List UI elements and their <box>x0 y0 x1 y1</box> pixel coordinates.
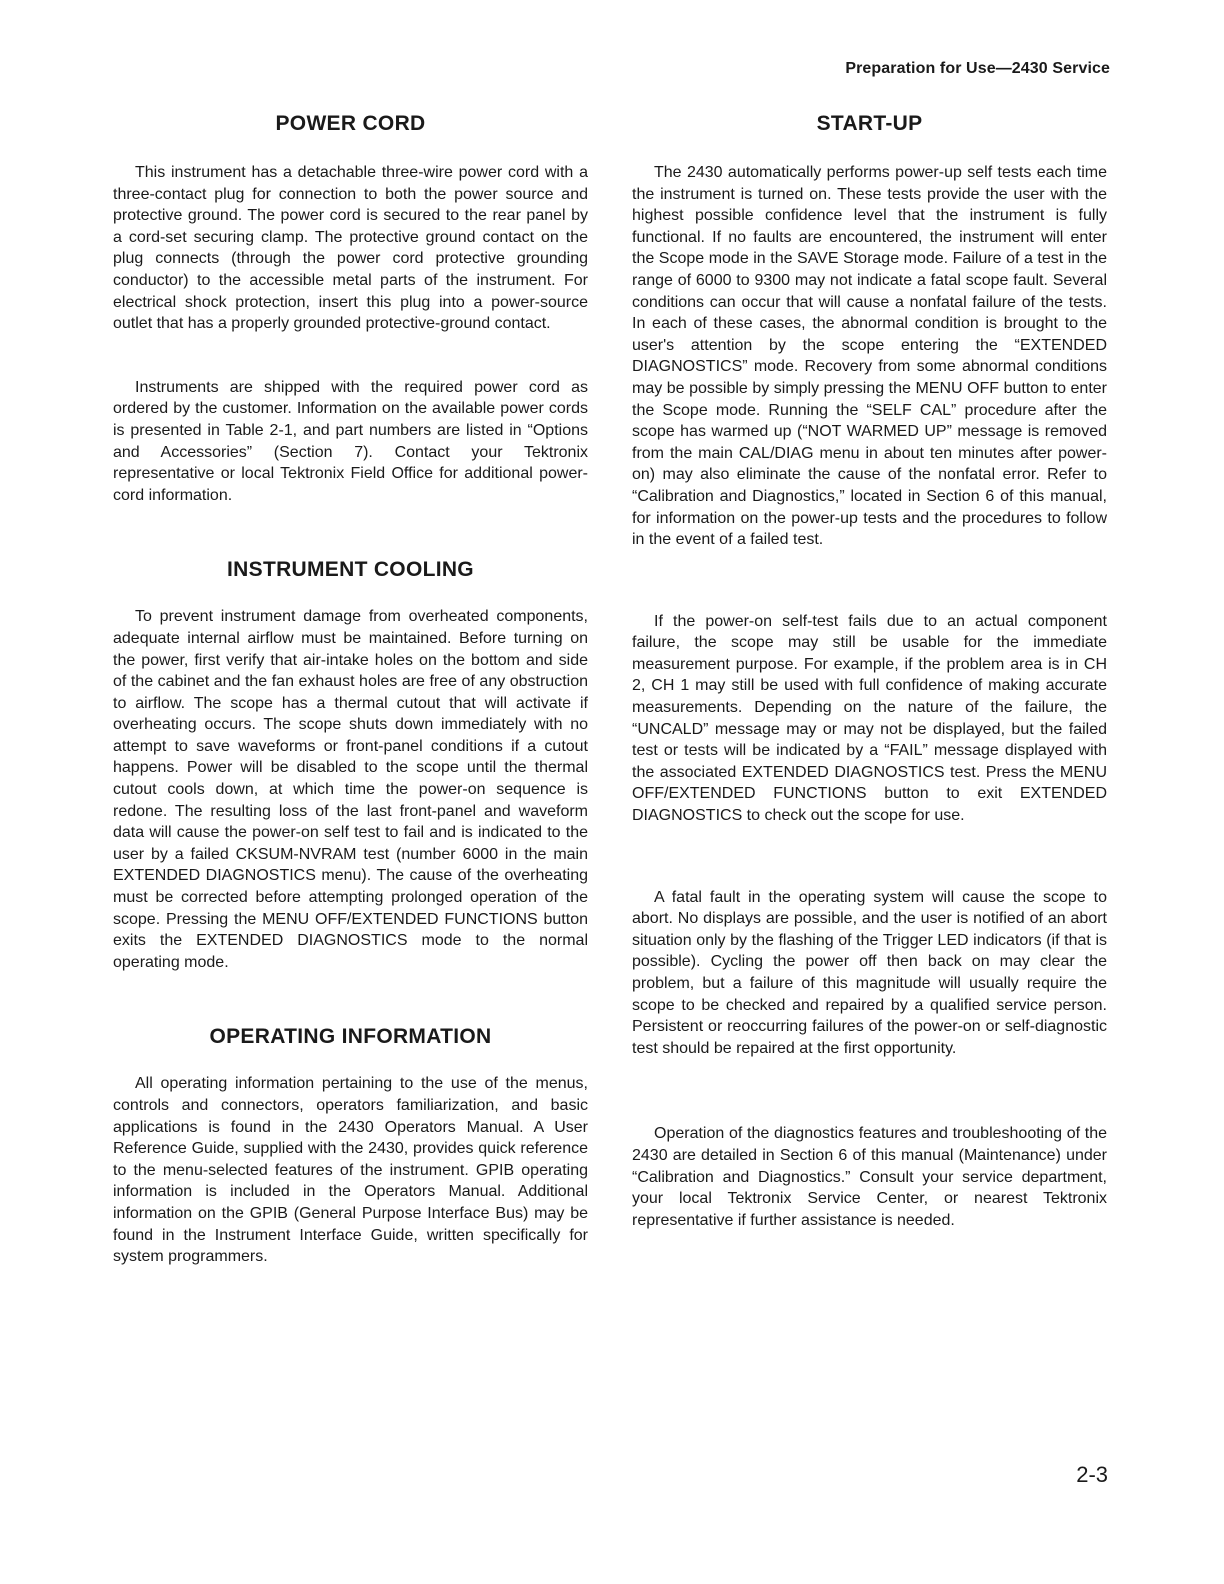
power-cord-paragraph-2: Instruments are shipped with the required power cord as ordered by the customer. Information on the available power cords is presented in Table 2-1, and part numbers are listed in “Options and Accessories” (Section 7). Contact your Tektronix representative or local Tektronix Field Office for additional power-cord information. <box>113 378 588 504</box>
page-number: 2-3 <box>1076 1462 1108 1487</box>
start-up-heading: START-UP <box>816 112 923 135</box>
power-cord-paragraph-1: This instrument has a detachable three-wire power cord with a three-contact plug for connection to both the power source and protective ground. The power cord is secured to the rear panel by a cord-set securing clamp. The protective ground contact on the plug connects (through the power cord protective grounding conductor) to the accessible metal parts of the instrument. For electrical shock protection, insert this plug into a power-source outlet that has a properly grounded protective-ground contact. <box>113 164 588 333</box>
running-head: Preparation for Use—2430 Service <box>845 60 1110 77</box>
left-column <box>113 112 588 1268</box>
start-up-paragraph-4: Operation of the diagnostics features and troubleshooting of the 2430 are detailed in Section 6 of this manual (Maintenance) under “Calibration and Diagnostics.” Consult your service department, your local Tektronix Service Center, or nearest Tektronix representative if further assistance is needed. <box>632 1125 1107 1229</box>
right-column <box>632 112 1107 1231</box>
operating-information-paragraph: All operating information pertaining to the use of the menus, controls and connectors, operators familiarization, and basic applications is found in the 2430 Operators Manual. A User Reference Guide, supplied with the 2430, provides quick reference to the menu-selected features of the instrument. GPIB operating information is included in the Operators Manual. Additional information on the GPIB (General Purpose Interface Bus) may be found in the Instrument Interface Guide, written specifically for system programmers. <box>113 1075 588 1266</box>
operating-information-heading: OPERATING INFORMATION <box>209 1025 492 1049</box>
start-up-paragraph-1: The 2430 automatically performs power-up self tests each time the instrument is turned on. These tests provide the user with the highest possible confidence level that the instrument is fully functional. If no faults are encountered, the instrument will enter the Scope mode in the SAVE Storage mode. Failure of a test in the range of 6000 to 9300 may not indicate a fatal scope fault. Several conditions can occur that will cause a nonfatal failure of the tests. In each of these cases, the abnormal condition is brought to the user's attention by the scope entering the “EXTENDED DIAGNOSTICS” mode. Recovery from some abnormal conditions may be possible by simply pressing the MENU OFF button to enter the Scope mode. Running the “SELF CAL” procedure after the scope has warmed up (“NOT WARMED UP” message is removed from the main CAL/DIAG menu in about ten minutes after power-on) may also eliminate the cause of the nonfatal error. Refer to “Calibration and Diagnostics,” located in Section 6 of this manual, for information on the power-up tests and the procedures to follow in the event of a failed test. <box>632 164 1107 549</box>
instrument-cooling-heading: INSTRUMENT COOLING <box>227 558 474 582</box>
start-up-paragraph-2: If the power-on self-test fails due to an actual component failure, the scope may still be usable for the immediate measurement purpose. For example, if the problem area is in CH 2, CH 1 may still be used with full confidence of making accurate measurements. Depending on the nature of the failure, the “UNCALD” message may or may not be displayed, but the failed test or tests will be indicated by a “FAIL” message displayed with the associated EXTENDED DIAGNOSTICS test. Press the MENU OFF/EXTENDED FUNCTIONS button to exit EXTENDED DIAGNOSTICS to check out the scope for use. <box>632 612 1107 825</box>
power-cord-heading: POWER CORD <box>275 112 426 135</box>
start-up-paragraph-3: A fatal fault in the operating system will cause the scope to abort. No displays are possible, and the user is notified of an abort situation only by the flashing of the Trigger LED indicators (if that is possible). Cycling the power off then back on may clear the problem, but a failure of this magnitude will usually require the scope to be checked and repaired by a qualified service person. Persistent or reoccurring failures of the power-on or self-diagnostic test should be repaired at the first opportunity. <box>632 888 1107 1057</box>
instrument-cooling-paragraph: To prevent instrument damage from overheated components, adequate internal airflow must be maintained. Before turning on the power, first verify that air-intake holes on the bottom and side of the cabinet and the fan exhaust holes are free of any obstruction to airflow. The scope has a thermal cutout that will activate if overheating occurs. The scope shuts down immediately with no attempt to save waveforms or front-panel conditions if a cutout happens. Power will be disabled to the scope until the thermal cutout cools down, at which time the power-on sequence is redone. The resulting loss of the last front-panel and waveform data will cause the power-on self test to fail and is indicated to the user by a failed CKSUM-NVRAM test (number 6000 in the main EXTENDED DIAGNOSTICS menu). The cause of the overheating must be corrected before attempting prolonged operation of the scope. Pressing the MENU OFF/EXTENDED FUNCTIONS button exits the EXTENDED DIAGNOSTICS mode to the normal operating mode. <box>113 608 588 971</box>
